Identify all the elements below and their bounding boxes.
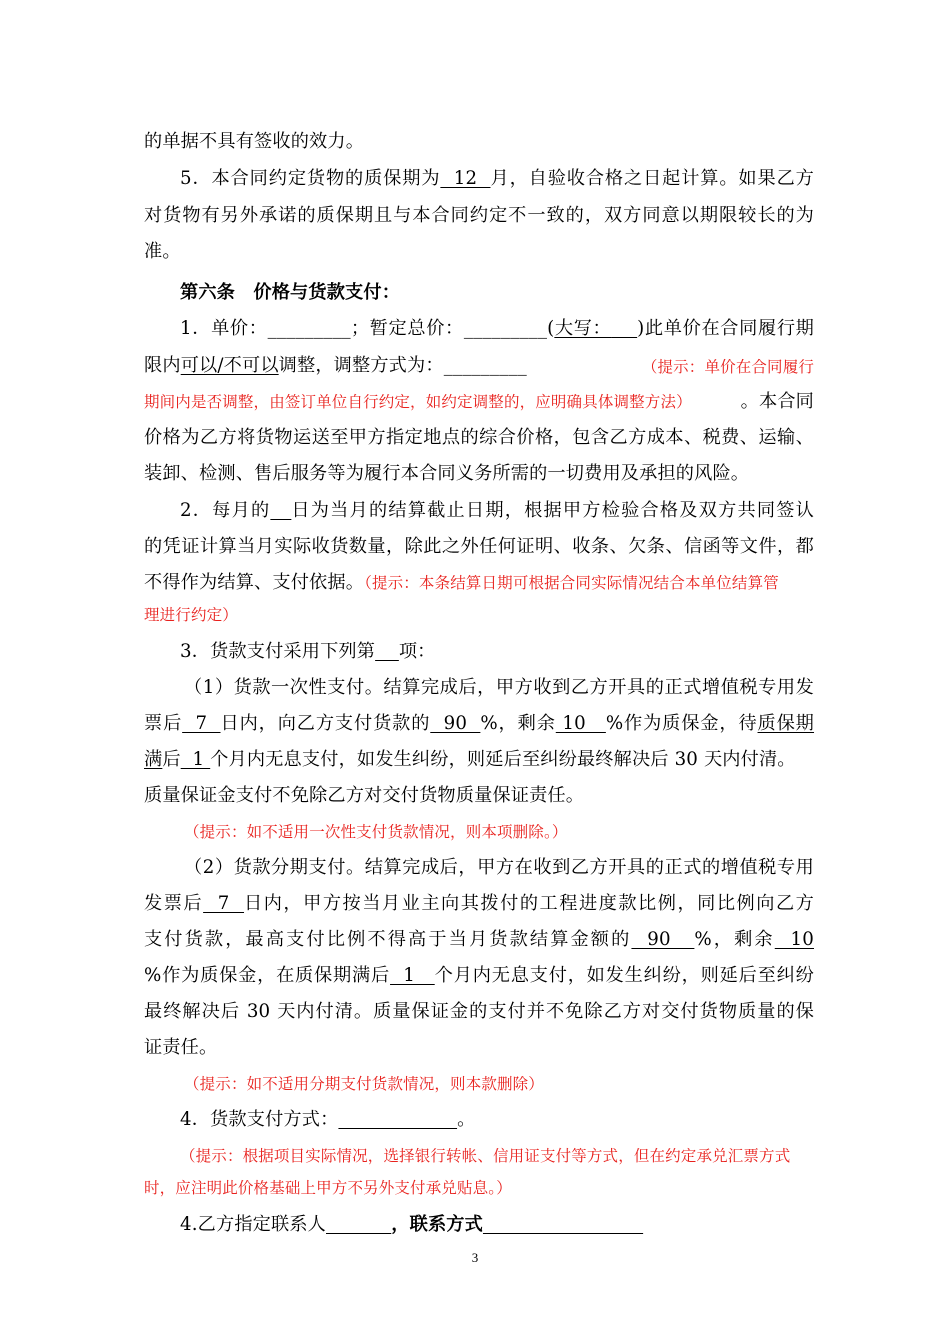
clause-1-price: 1．单价：_________；暂定总价：_________(大写： )此单价在合同履行期: [180, 318, 815, 339]
hint-text: （提示：根据项目实际情况，选择银行转帐、信用证支付等方式，但在约定承兑汇票方式: [180, 1147, 791, 1165]
days-value: 7: [203, 893, 245, 914]
text-line: %作为质保金，在质保期满后 1 个月内无息支付，如发生纠纷，则延后至纠纷: [144, 965, 814, 986]
text-line: [184, 1072, 814, 1096]
clause-4-contact: 4.乙方指定联系人 ，联系方式: [180, 1213, 814, 1237]
hint-text: 理进行约定）: [144, 606, 238, 624]
text-line: 不得作为结算、支付依据。（提示：本条结算日期可根据合同实际情况结合本单位结算管: [144, 572, 779, 593]
payment-option-blank: [375, 641, 399, 662]
payment-method-blank: [338, 1109, 457, 1130]
text-line: 对货物有另外承诺的质保期且与本合同约定不一致的，双方同意以期限较长的为: [144, 205, 814, 226]
text-line: 准。: [144, 241, 181, 262]
text-line: 限内可以/不可以调整，调整方式为：_________ （提示：单价在合同履行: [144, 354, 814, 378]
adjust-method-blank: _________: [443, 355, 527, 376]
option-1-lump-sum: （1）货款一次性支付。结算完成后，甲方收到乙方开具的正式增值税专用发: [184, 677, 814, 698]
text-line: 装卸、检测、售后服务等为履行本合同义务所需的一切费用及承担的风险。: [144, 463, 750, 484]
text-line: [144, 603, 814, 627]
text-line: [144, 1176, 814, 1200]
text-line: 发票后 7 日内，甲方按当月业主向其拨付的工程进度款比例，同比例向乙方: [144, 893, 814, 914]
hint-text: （提示：如不适用一次性支付货款情况，则本项删除。）: [184, 823, 568, 841]
hint-text: 期间内是否调整，由签订单位自行约定，如约定调整的，应明确具体调整方法）: [144, 393, 692, 411]
contact-person-blank: [326, 1214, 391, 1235]
text-line: 质量保证金支付不免除乙方对交付货物质量保证责任。: [144, 785, 585, 806]
text-line: 最终解决后 30 天内付清。质量保证金的支付并不免除乙方对交付货物质量的保: [144, 1001, 814, 1022]
page-number: 3: [471, 1250, 479, 1265]
text-line: [184, 820, 814, 844]
warranty-months-value: 12: [440, 168, 491, 189]
text-line: 的单据不具有签收的效力。: [144, 131, 365, 152]
text-line: 票后 7 日内，向乙方支付货款的 90 %，剩余 10 %作为质保金，待质保期: [144, 713, 815, 734]
settlement-day-blank: [270, 500, 291, 521]
months-value: 1: [390, 965, 435, 986]
text-line: 期间内是否调整，由签订单位自行约定，如约定调整的，应明确具体调整方法） 。本合同: [144, 391, 814, 412]
months-value: 1: [180, 749, 211, 770]
hint-text: 时，应注明此价格基础上甲方不另外支付承兑贴息。）: [144, 1179, 512, 1197]
hint-text: （提示：单价在合同履行: [641, 358, 814, 376]
adjustable-option: 可以/不可以: [180, 355, 279, 376]
option-2-installment: （2）货款分期支付。结算完成后，甲方在收到乙方开具的正式的增值税专用: [184, 857, 814, 878]
contact-info-blank: [483, 1214, 643, 1235]
article-6-heading: 第六条 价格与货款支付：: [180, 282, 401, 303]
amount-in-words-blank: [611, 318, 637, 339]
text-line: 的凭证计算当月实际收货数量，除此之外任何证明、收条、欠条、信函等文件，都: [144, 536, 814, 557]
clause-2-settlement: 2．每月的 日为当月的结算截止日期，根据甲方检验合格及双方共同签认: [180, 500, 815, 521]
retention-percent-value: 10: [774, 929, 814, 950]
text-line: 支付货款，最高支付比例不得高于当月货款结算金额的 90 %，剩余 10: [144, 929, 814, 950]
text-line: [180, 1144, 850, 1168]
payment-percent-value: 90: [631, 929, 695, 950]
clause-5-warranty: 5．本合同约定货物的质保期为 12 月，自验收合格之日起计算。如果乙方: [180, 168, 814, 189]
text-line: 满后 1 个月内无息支付，如发生纠纷，则延后至纠纷最终解决后 30 天内付清。: [144, 749, 796, 770]
hint-text: （提示：如不适用分期支付货款情况，则本款删除）: [184, 1075, 544, 1093]
hint-text: （提示：本条结算日期可根据合同实际情况结合本单位结算管: [364, 574, 779, 592]
days-value: 7: [182, 713, 221, 734]
clause-4-payment-method: 4．货款支付方式： 。: [180, 1109, 476, 1130]
text-line: 价格为乙方将货物运送至甲方指定地点的综合价格，包含乙方成本、税费、运输、: [144, 427, 814, 448]
text-line: 证责任。: [144, 1037, 218, 1058]
payment-percent-value: 90: [430, 713, 481, 734]
total-price-blank: _________: [463, 318, 548, 339]
retention-percent-value: 10: [555, 713, 606, 734]
unit-price-blank: _________: [267, 318, 351, 339]
clause-3-payment: 3．货款支付采用下列第 项：: [180, 641, 436, 662]
